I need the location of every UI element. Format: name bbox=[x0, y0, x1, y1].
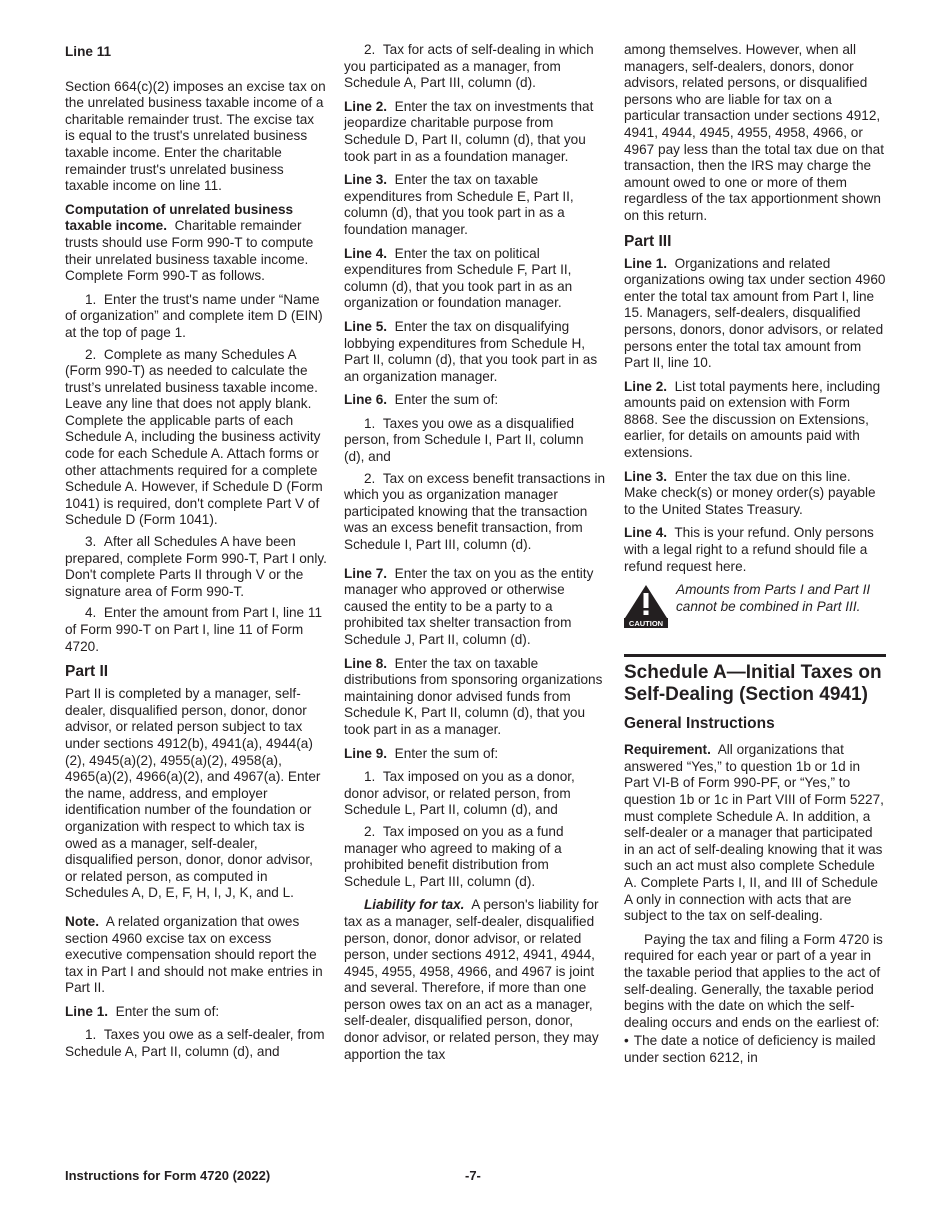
line2-text: Enter the tax on investments that jeopardize charitable purpose from Schedule D, Part II, column (d), that you took part in as a foundation manager. bbox=[344, 98, 594, 164]
caution-label: CAUTION bbox=[628, 619, 664, 629]
step-4: 4. Enter the amount from Part I, line 11 of Form 990-T on Part I, line 11 of Form 4720. bbox=[65, 605, 323, 654]
p3-line3-label: Line 3. bbox=[624, 468, 668, 484]
line9-item-1: 1. Tax imposed on you as a donor, donor advisor, or related person, from Schedule L, Part II, column (d), and bbox=[344, 769, 575, 818]
requirement-label: Requirement. bbox=[624, 742, 711, 758]
p3-line4-label: Line 4. bbox=[624, 525, 668, 541]
requirement-text: All organizations that answered “Yes,” to question 1b or 1d in Part VI-B of Form 990-PF, or “Yes,” to question 1b or 1c in Part VIII of Form 5227, must complete Schedule A. In addition, a self-dealer or a manager that participated in an act of self-dealing knowing that it was such an act must also complete Schedule A. Complete Parts I, II, and III of Schedule A only in connection with acts that are subject to the tax on self-dealing. bbox=[624, 742, 884, 924]
part2-heading: Part II bbox=[65, 663, 109, 681]
p3-line2-paragraph bbox=[624, 379, 886, 462]
part3-heading: Part III bbox=[624, 232, 672, 250]
step-2: 2. Complete as many Schedules A (Form 990-T) as needed to calculate the trust’s unrelated business taxable income. Leave any line that does not apply blank. Complete the applicable parts of each Schedule A, including the business activity code for each Schedule A. Attach forms or other attachments required for a complete Schedule A. However, if Schedule D (Form 1041) is required, don't complete Part V of Schedule D (Form 1041). bbox=[65, 346, 323, 528]
line1-text: Enter the sum of: bbox=[115, 1003, 220, 1019]
line2-paragraph bbox=[344, 99, 607, 165]
line3-label: Line 3. bbox=[344, 172, 388, 188]
page-number: -7- bbox=[465, 1168, 481, 1183]
line1-item-2: 2. Tax for acts of self-dealing in which you participated as a manager, from Schedule A, Part III, column (d). bbox=[344, 42, 594, 91]
note-text: A related organization that owes section 4960 excise tax on excess executive compensation should report the tax in Part I and should not make entries in Part II. bbox=[65, 913, 323, 996]
line5-paragraph bbox=[344, 319, 607, 385]
column-1 bbox=[65, 42, 327, 1068]
line1-item-1: 1. Taxes you owe as a self-dealer, from Schedule A, Part II, column (d), and bbox=[65, 1027, 325, 1060]
caution-box bbox=[624, 582, 886, 628]
line7-text: Enter the tax on you as the entity manager who approved or otherwise caused the entity to be a party to a prohibited tax shelter transaction from Schedule J, Part II, column (d). bbox=[344, 565, 594, 647]
p3-line4-text: This is your refund. Only persons with a legal right to a refund should file a refund request here. bbox=[624, 525, 874, 574]
line9-label: Line 9. bbox=[344, 745, 388, 761]
line9-text: Enter the sum of: bbox=[394, 745, 499, 761]
line4-text: Enter the tax on political expenditures from Schedule F, Part II, column (d), that you took part in as an organization or foundation manager. bbox=[344, 245, 573, 311]
column-2 bbox=[344, 42, 607, 1070]
note-paragraph bbox=[65, 914, 327, 997]
paying-text: Paying the tax and filing a Form 4720 is required for each year or part of a year in the taxable period that applies to the act of self-dealing. Generally, the taxable period begins with the date on which the self-dealing occurs and ends on the earliest of: bbox=[624, 931, 883, 1030]
line11-heading: Line 11 bbox=[65, 44, 112, 59]
line5-label: Line 5. bbox=[344, 318, 388, 334]
liability-text: A person's liability for tax as a manager, self-dealer, disqualified person, donor, donor advisor, or related person, under sections 4912, 4941, 4944, 4945, 4955, 4958, 4966, and 4967 is joint and several. Therefore, if more than one person owes tax on an act as a manager, self-dealer, disqualified person, donor, donor advisor, or related person, they may apportion the tax bbox=[344, 897, 599, 1062]
requirement-paragraph bbox=[624, 742, 886, 925]
line9-paragraph bbox=[344, 746, 607, 763]
caution-icon bbox=[624, 584, 668, 628]
p3-line3-text: Enter the tax due on this line. Make check(s) or money order(s) payable to the United States Treasury. bbox=[624, 468, 876, 517]
line2-label: Line 2. bbox=[344, 98, 388, 114]
p3-line2-label: Line 2. bbox=[624, 378, 668, 394]
p3-line2-text: List total payments here, including amounts paid on extension with Form 8868. See the discussion on Extensions, earlier, for details on amounts paid with extensions. bbox=[624, 378, 881, 461]
bullet-1: • The date a notice of deficiency is mailed under section 6212, in bbox=[624, 1033, 886, 1066]
line7-paragraph bbox=[344, 566, 607, 649]
note-label: Note. bbox=[65, 913, 99, 929]
p3-line4-paragraph bbox=[624, 525, 886, 575]
liability-paragraph bbox=[344, 897, 607, 1063]
line4-label: Line 4. bbox=[344, 245, 388, 261]
footer-title: Instructions for Form 4720 (2022) bbox=[65, 1168, 271, 1183]
line5-text: Enter the tax on disqualifying lobbying expenditures from Schedule H, Part II, column (d), that you took part in as an organization manager. bbox=[344, 318, 598, 384]
p3-line1-paragraph bbox=[624, 256, 886, 372]
line9-item-2: 2. Tax imposed on you as a fund manager who agreed to making of a prohibited benefit distribution from Schedule L, Part III, column (d). bbox=[344, 823, 564, 889]
step-3: 3. After all Schedules A have been prepared, complete Form 990-T, Part I only. Don't complete Parts II through V or the signature area of Form 990-T. bbox=[65, 534, 327, 599]
general-instructions-heading: General Instructions bbox=[624, 715, 775, 733]
line11-text: Section 664(c)(2) imposes an excise tax on the unrelated business taxable income of a charitable remainder trust. The excise tax is equal to the trust's unrelated business taxable income. Enter the charitable remainder trust's unrelated business taxable income on line 11. bbox=[65, 78, 326, 194]
line7-label: Line 7. bbox=[344, 565, 388, 581]
line8-label: Line 8. bbox=[344, 655, 388, 671]
p3-line1-text: Organizations and related organizations owing tax under section 4960 enter the total tax amount from Part I, line 15. Managers, self-dealers, disqualified persons, donors, donor advisors, or related persons enter the total tax amount from Part II, line 10. bbox=[624, 255, 886, 371]
computation-heading: Computation of unrelated business taxable income. bbox=[65, 201, 294, 234]
line3-paragraph bbox=[344, 172, 607, 238]
line8-text: Enter the tax on taxable distributions from sponsoring organizations maintaining donor advised funds from Schedule K, Part II, column (d), that you took part in as a manager. bbox=[344, 655, 603, 737]
line6-label: Line 6. bbox=[344, 392, 388, 408]
line4-paragraph bbox=[344, 246, 607, 312]
continued-text: among themselves. However, when all managers, self-dealers, donors, donor advisors, related persons, or disqualified persons who are liable for tax on a particular transaction under sections 4912, 4941, 4944, 4945, 4955, 4958, 4966, or 4967 pay less than the total tax due on that transaction, then the IRS may charge the amount owed to one or more of them regardless of the tax apportionment shown on this return. bbox=[624, 42, 884, 223]
line6-item-2: 2. Tax on excess benefit transactions in which you as organization manager participated knowing that the transaction was an excess benefit transaction, from Schedule I, Part III, column (d). bbox=[344, 470, 606, 553]
part2-text: Part II is completed by a manager, self-dealer, disqualified person, donor, donor advisor, or related person subject to tax under sections 4912(b), 4941(a), 4944(a)(2), 4945(a)(2), 4955(a)(2), 4958(a), 4965(a)(2), 4966(a)(2), and 4967(a). Enter the name, address, and employer identification number of the foundation or organization with respect to which tax is owed as a manager, self-dealer, disqualified person, donor, donor advisor, or related person, as computed in Schedules A, D, E, F, H, I, J, K, and L. bbox=[65, 686, 321, 901]
p3-line3-paragraph bbox=[624, 469, 886, 519]
caution-text: Amounts from Parts I and Part II cannot be combined in Part III. bbox=[676, 582, 871, 614]
computation-paragraph bbox=[65, 202, 327, 285]
liability-label: Liability for tax. bbox=[364, 897, 465, 913]
line6-item-1: 1. Taxes you owe as a disqualified person, from Schedule I, Part II, column (d), and bbox=[344, 415, 584, 465]
line6-text: Enter the sum of: bbox=[394, 392, 499, 408]
line1-label: Line 1. bbox=[65, 1003, 109, 1019]
p3-line1-label: Line 1. bbox=[624, 255, 668, 271]
line8-paragraph bbox=[344, 656, 607, 739]
column-3 bbox=[624, 42, 886, 1074]
computation-text: Charitable remainder trusts should use Form 990-T to compute their unrelated business taxable income. Complete Form 990-T as follows. bbox=[65, 218, 314, 284]
line3-text: Enter the tax on taxable expenditures from Schedule E, Part II, column (d), that you took part in as a foundation manager. bbox=[344, 172, 574, 237]
step-1: 1. Enter the trust's name under “Name of organization” and complete item D (EIN) at the top of page 1. bbox=[65, 291, 323, 340]
line6-paragraph bbox=[344, 392, 607, 409]
schedule-a-heading: Schedule A—Initial Taxes on Self-Dealing (Section 4941) bbox=[624, 654, 886, 706]
line1-paragraph bbox=[65, 1004, 327, 1021]
